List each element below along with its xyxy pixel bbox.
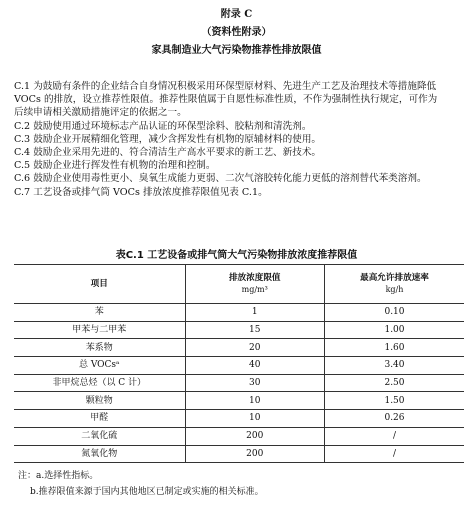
header-rate-label: 最高允许排放速率 <box>360 273 429 283</box>
cell-concentration: 1 <box>185 304 325 322</box>
header-rate <box>325 265 465 304</box>
clause-line: C.4 鼓励企业采用先进的、符合清洁生产高水平要求的新工艺、新技术。 <box>14 146 322 158</box>
cell-concentration: 30 <box>185 374 325 392</box>
cell-rate: 2.50 <box>325 374 465 392</box>
header-rate-unit: kg/h <box>385 285 404 294</box>
header-concentration-unit: mg/m³ <box>241 285 268 294</box>
cell-concentration: 10 <box>185 392 325 410</box>
header-concentration <box>185 265 325 304</box>
cell-concentration: 200 <box>185 427 325 445</box>
table-header-row <box>14 265 464 304</box>
table-row <box>14 410 464 428</box>
clause-line: C.2 鼓励使用通过环境标志产品认证的环保型涂料、胶粘剂和清洗剂。 <box>14 120 312 132</box>
clause-line: C.3 鼓励企业开展精细化管理，减少含挥发性有机物的原辅材料的使用。 <box>14 133 322 145</box>
cell-rate: / <box>325 427 465 445</box>
appendix-nature: （资料性附录） <box>201 27 272 38</box>
cell-rate: 1.00 <box>325 321 465 339</box>
cell-concentration: 200 <box>185 445 325 463</box>
clause-line: C.7 工艺设备或排气筒 VOCs 排放浓度推荐限值见表 C.1。 <box>14 186 268 198</box>
table-row <box>14 339 464 357</box>
table-row <box>14 357 464 375</box>
clause-line: VOCs 的排放，设立推荐性限值。推荐性限值属于自愿性标准性质，不作为强制性执行规定，可作为 <box>14 94 438 106</box>
cell-item: 氮氧化物 <box>14 445 185 463</box>
cell-item: 颗粒物 <box>14 392 185 410</box>
cell-concentration: 15 <box>185 321 325 339</box>
cell-rate: 3.40 <box>325 357 465 375</box>
appendix-label: 附录 C <box>220 9 253 20</box>
clause-line: C.5 鼓励企业进行挥发性有机物的治理和控制。 <box>14 160 216 172</box>
cell-item: 苯 <box>14 304 185 322</box>
cell-rate: 1.50 <box>325 392 465 410</box>
clause-list <box>14 80 473 199</box>
header-item-label: 项目 <box>90 279 108 289</box>
note-b: b.推荐限值来源于国内其他地区已制定或实施的相关标准。 <box>30 487 264 497</box>
cell-concentration: 20 <box>185 339 325 357</box>
table-row <box>14 392 464 410</box>
table-row <box>14 321 464 339</box>
emission-limits-table <box>14 264 464 463</box>
cell-item: 二氧化硫 <box>14 427 185 445</box>
cell-item: 甲苯与二甲苯 <box>14 321 185 339</box>
cell-item: 总 VOCsᵃ <box>14 357 185 375</box>
cell-concentration: 40 <box>185 357 325 375</box>
table-row <box>14 374 464 392</box>
appendix-title: 家具制造业大气污染物推荐性排放限值 <box>151 45 322 56</box>
clause-line: C.6 鼓励企业使用毒性更小、臭氧生成能力更弱、二次气溶胶转化能力更低的溶剂替代苯类溶剂。 <box>14 173 427 185</box>
clause-line: 后续申请相关激励措施评定的依据之一。 <box>14 107 187 119</box>
cell-item: 非甲烷总烃（以 C 计） <box>14 374 185 392</box>
cell-item: 苯系物 <box>14 339 185 357</box>
clause-line: C.1 为鼓励有条件的企业结合自身情况积极采用环保型原材料、先进生产工艺及治理技术等措施降低 <box>14 81 437 92</box>
cell-item: 甲醛 <box>14 410 185 428</box>
header-concentration-label: 排放浓度限值 <box>228 273 281 283</box>
cell-rate: 1.60 <box>325 339 465 357</box>
cell-rate: 0.10 <box>325 304 465 322</box>
cell-concentration: 10 <box>185 410 325 428</box>
table-row <box>14 445 464 463</box>
table-row <box>14 304 464 322</box>
note-a: 注：a.选择性指标。 <box>18 471 99 481</box>
table-row <box>14 427 464 445</box>
table-title: 表C.1 工艺设备或排气筒大气污染物排放浓度推荐限值 <box>115 250 358 261</box>
cell-rate: 0.26 <box>325 410 465 428</box>
cell-rate: / <box>325 445 465 463</box>
header-item <box>14 265 185 304</box>
table-notes <box>18 468 264 500</box>
